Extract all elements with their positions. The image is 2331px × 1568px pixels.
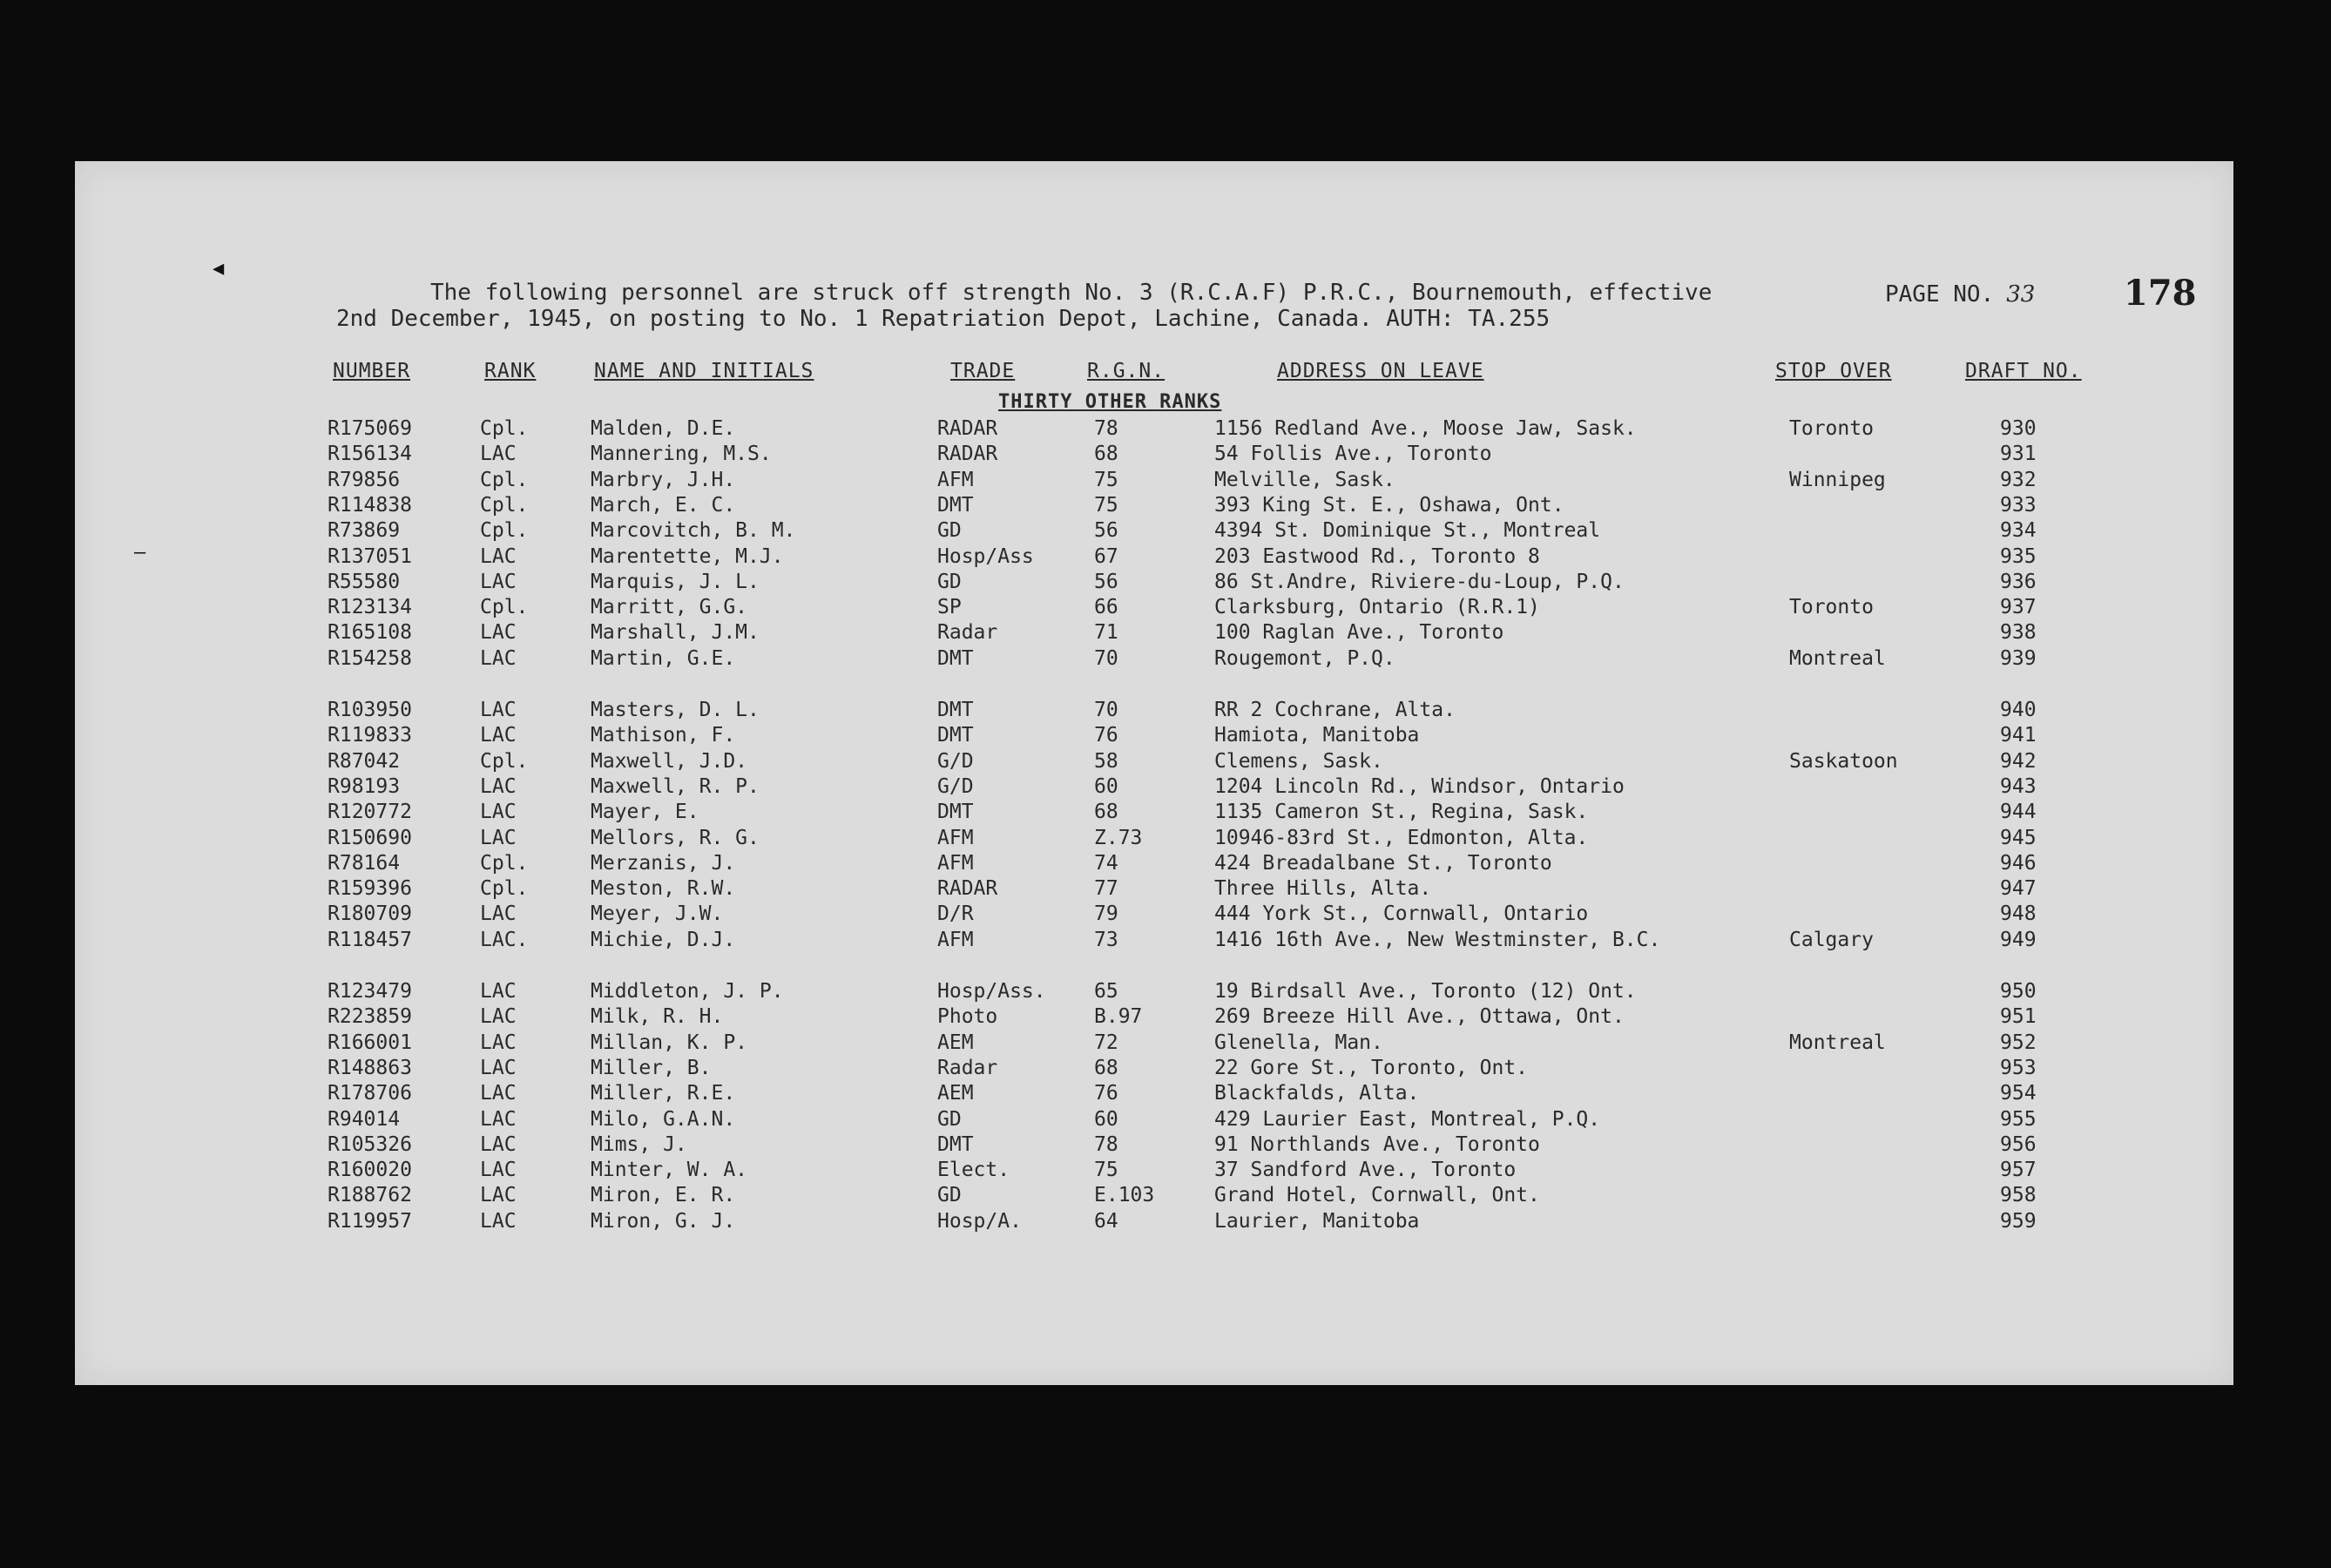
cell-address: 1416 16th Ave., New Westminster, B.C. (1214, 928, 1661, 951)
cell-rank: LAC (480, 1209, 517, 1233)
cell-address: 1156 Redland Ave., Moose Jaw, Sask. (1214, 417, 1637, 440)
cell-draft: 957 (2000, 1159, 2037, 1182)
cell-rank: LAC. (480, 928, 529, 951)
cell-address: 19 Birdsall Ave., Toronto (12) Ont. (1214, 980, 1637, 1003)
cell-number: R79856 (328, 468, 401, 491)
header-line-2: 2nd December, 1945, on posting to No. 1 Repatriation Depot, Lachine, Canada. AUTH: TA.255 (336, 306, 1551, 332)
cell-rank: Cpl. (480, 468, 529, 491)
cell-trade: Hosp/Ass. (937, 980, 1046, 1003)
cell-trade: G/D (937, 749, 974, 773)
cell-address: Blackfalds, Alta. (1214, 1082, 1420, 1105)
table-row (75, 929, 2233, 955)
margin-mark: — (134, 542, 146, 564)
cell-rank: LAC (480, 1132, 517, 1156)
cell-rgn: 66 (1094, 596, 1118, 619)
cell-draft: 933 (2000, 493, 2037, 517)
cell-trade: DMT (937, 724, 974, 747)
table-row (75, 902, 2233, 929)
cell-rgn: 58 (1094, 749, 1118, 773)
cell-rank: LAC (480, 443, 517, 466)
cell-number: R78164 (328, 851, 401, 875)
cell-rgn: 68 (1094, 443, 1118, 466)
cell-rank: LAC (480, 646, 517, 670)
table-row (75, 1082, 2233, 1108)
cell-rgn: 67 (1094, 544, 1118, 568)
cell-address: Grand Hotel, Cornwall, Ont. (1214, 1184, 1540, 1207)
cell-rank: LAC (480, 699, 517, 721)
cell-trade: Hosp/Ass (937, 544, 1034, 568)
cell-rank: LAC (480, 826, 517, 849)
cell-draft: 947 (2000, 877, 2037, 901)
cell-address: 269 Breeze Hill Ave., Ottawa, Ont. (1214, 1005, 1625, 1029)
cell-name: Milo, G.A.N. (591, 1107, 736, 1131)
table-row (75, 647, 2233, 673)
cell-trade: GD (937, 519, 962, 543)
cell-rgn: 64 (1094, 1209, 1118, 1233)
cell-address: RR 2 Cochrane, Alta. (1214, 699, 1456, 721)
cell-rgn: 70 (1094, 646, 1118, 670)
table-row (75, 750, 2233, 776)
cell-draft: 944 (2000, 801, 2037, 824)
cell-draft: 937 (2000, 596, 2037, 619)
table-row (75, 443, 2233, 469)
cell-trade: DMT (937, 801, 974, 824)
cell-address: Laurier, Manitoba (1214, 1209, 1420, 1233)
table-row (75, 852, 2233, 878)
cell-number: R123479 (328, 980, 412, 1003)
cell-address: 37 Sandford Ave., Toronto (1214, 1159, 1517, 1182)
cell-name: Maxwell, R. P. (591, 774, 760, 798)
table-row (75, 1133, 2233, 1159)
cell-trade: AEM (937, 1031, 974, 1054)
cell-name: Miron, E. R. (591, 1184, 736, 1207)
cell-number: R87042 (328, 749, 401, 773)
cell-draft: 946 (2000, 851, 2037, 875)
cell-draft: 948 (2000, 902, 2037, 926)
table-row (75, 1108, 2233, 1134)
cell-draft: 931 (2000, 443, 2037, 466)
cell-draft: 935 (2000, 544, 2037, 568)
cell-trade: AFM (937, 468, 974, 491)
cell-draft: 956 (2000, 1132, 2037, 1156)
cell-trade: RADAR (937, 417, 998, 440)
cell-rgn: B.97 (1094, 1005, 1143, 1029)
cell-name: Mims, J. (591, 1132, 687, 1156)
cell-rgn: 75 (1094, 1159, 1118, 1182)
cell-name: Marcovitch, B. M. (591, 519, 796, 543)
table-row (75, 801, 2233, 827)
table-row (75, 1210, 2233, 1236)
cell-rank: LAC (480, 621, 517, 645)
cell-stop: Winnipeg (1789, 468, 1886, 491)
cell-name: Mathison, F. (591, 724, 736, 747)
table-row (75, 1031, 2233, 1058)
cell-stop: Calgary (1789, 928, 1874, 951)
cell-name: Maxwell, J.D. (591, 749, 748, 773)
cell-name: Marritt, G.G. (591, 596, 748, 619)
cell-number: R55580 (328, 570, 401, 593)
cell-address: 393 King St. E., Oshawa, Ont. (1214, 493, 1564, 517)
column-header-draft: DRAFT NO. (1965, 360, 2082, 382)
cell-name: Milk, R. H. (591, 1005, 724, 1029)
column-header-stop-over: STOP OVER (1775, 360, 1892, 382)
cell-rank: Cpl. (480, 851, 529, 875)
cell-name: Miller, B. (591, 1056, 712, 1079)
cell-rank: LAC (480, 1184, 517, 1207)
cell-number: R120772 (328, 801, 412, 824)
cell-name: Marentette, M.J. (591, 544, 784, 568)
cell-trade: AFM (937, 826, 974, 849)
cell-rank: LAC (480, 1056, 517, 1079)
table-row (75, 980, 2233, 1006)
cell-address: 91 Northlands Ave., Toronto (1214, 1132, 1540, 1156)
cell-draft: 955 (2000, 1107, 2037, 1131)
cell-name: Malden, D.E. (591, 417, 736, 440)
table-row (75, 519, 2233, 545)
cell-trade: Radar (937, 621, 998, 645)
cell-name: Meston, R.W. (591, 877, 736, 901)
cell-address: 1204 Lincoln Rd., Windsor, Ontario (1214, 774, 1625, 798)
cell-trade: Hosp/A. (937, 1209, 1022, 1233)
cell-number: R103950 (328, 699, 412, 721)
cell-number: R180709 (328, 902, 412, 926)
cell-rgn: 73 (1094, 928, 1118, 951)
cell-rgn: 74 (1094, 851, 1118, 875)
table-row (75, 545, 2233, 571)
column-header-rgn: R.G.N. (1087, 360, 1166, 382)
header-line-1: The following personnel are struck off strength No. 3 (R.C.A.F) P.R.C., Bournemouth, effective (430, 280, 1713, 306)
cell-address: 1135 Cameron St., Regina, Sask. (1214, 801, 1589, 824)
cell-draft: 952 (2000, 1031, 2037, 1054)
cell-rgn: 60 (1094, 774, 1118, 798)
cell-rgn: Z.73 (1094, 826, 1143, 849)
cell-rank: Cpl. (480, 877, 529, 901)
cell-rgn: 68 (1094, 1056, 1118, 1079)
cell-rank: LAC (480, 774, 517, 798)
cell-draft: 941 (2000, 724, 2037, 747)
cell-trade: GD (937, 1107, 962, 1131)
cell-rank: Cpl. (480, 519, 529, 543)
table-row (75, 494, 2233, 520)
cell-number: R119957 (328, 1209, 412, 1233)
cell-draft: 934 (2000, 519, 2037, 543)
page-number-block (1885, 281, 2035, 308)
cell-name: Miller, R.E. (591, 1082, 736, 1105)
cell-number: R98193 (328, 774, 401, 798)
table-row (75, 1057, 2233, 1083)
cell-trade: RADAR (937, 443, 998, 466)
cell-draft: 950 (2000, 980, 2037, 1003)
cell-draft: 940 (2000, 699, 2037, 721)
cell-trade: GD (937, 1184, 962, 1207)
cell-trade: DMT (937, 699, 974, 721)
cell-number: R156134 (328, 443, 412, 466)
table-row (75, 1005, 2233, 1031)
cell-rank: LAC (480, 1005, 517, 1029)
cell-rgn: 56 (1094, 570, 1118, 593)
cell-draft: 959 (2000, 1209, 2037, 1233)
cell-stop: Montreal (1789, 1031, 1886, 1054)
cell-name: Merzanis, J. (591, 851, 736, 875)
cell-number: R73869 (328, 519, 401, 543)
cell-rgn: 72 (1094, 1031, 1118, 1054)
cell-draft: 949 (2000, 928, 2037, 951)
cell-number: R223859 (328, 1005, 412, 1029)
cell-draft: 945 (2000, 826, 2037, 849)
cell-name: March, E. C. (591, 493, 736, 517)
cell-rgn: 70 (1094, 699, 1118, 721)
cell-draft: 953 (2000, 1056, 2037, 1079)
cell-address: 86 St.Andre, Riviere-du-Loup, P.Q. (1214, 570, 1625, 593)
cell-rank: LAC (480, 902, 517, 926)
cell-number: R94014 (328, 1107, 401, 1131)
cell-rank: LAC (480, 544, 517, 568)
cell-trade: DMT (937, 646, 974, 670)
page-label: PAGE NO. (1885, 281, 1995, 308)
cell-name: Mellors, R. G. (591, 826, 760, 849)
cell-rgn: 71 (1094, 621, 1118, 645)
table-row (75, 417, 2233, 443)
cell-stop: Toronto (1789, 596, 1874, 619)
cell-address: 10946-83rd St., Edmonton, Alta. (1214, 826, 1589, 849)
cell-trade: DMT (937, 493, 974, 517)
cell-number: R119833 (328, 724, 412, 747)
cell-stop: Montreal (1789, 646, 1886, 670)
cell-draft: 951 (2000, 1005, 2037, 1029)
cell-trade: Radar (937, 1056, 998, 1079)
cell-rgn: 60 (1094, 1107, 1118, 1131)
cell-number: R123134 (328, 596, 412, 619)
cell-trade: SP (937, 596, 962, 619)
cell-number: R175069 (328, 417, 412, 440)
cell-draft: 942 (2000, 749, 2037, 773)
cell-rgn: 75 (1094, 493, 1118, 517)
cell-address: 54 Follis Ave., Toronto (1214, 443, 1492, 466)
cell-rank: LAC (480, 570, 517, 593)
cell-address: Melville, Sask. (1214, 468, 1395, 491)
cell-trade: GD (937, 570, 962, 593)
cell-draft: 954 (2000, 1082, 2037, 1105)
cell-rank: LAC (480, 1031, 517, 1054)
cell-address: 203 Eastwood Rd., Toronto 8 (1214, 544, 1540, 568)
cell-rank: LAC (480, 724, 517, 747)
cell-address: 4394 St. Dominique St., Montreal (1214, 519, 1601, 543)
cell-number: R159396 (328, 877, 412, 901)
cell-stop: Saskatoon (1789, 749, 1898, 773)
cell-address: 424 Breadalbane St., Toronto (1214, 851, 1552, 875)
cell-address: Three Hills, Alta. (1214, 877, 1432, 901)
cell-address: 444 York St., Cornwall, Ontario (1214, 902, 1589, 926)
cell-rgn: 76 (1094, 724, 1118, 747)
table-row (75, 596, 2233, 622)
cell-number: R148863 (328, 1056, 412, 1079)
cell-draft: 938 (2000, 621, 2037, 645)
cell-number: R188762 (328, 1184, 412, 1207)
cell-name: Middleton, J. P. (591, 980, 784, 1003)
cell-draft: 930 (2000, 417, 2037, 440)
cell-address: Rougemont, P.Q. (1214, 646, 1395, 670)
cell-stop: Toronto (1789, 417, 1874, 440)
cell-rgn: 68 (1094, 801, 1118, 824)
document-sheet (75, 161, 2233, 1385)
table-row (75, 775, 2233, 801)
cell-rank: LAC (480, 1082, 517, 1105)
cell-trade: Elect. (937, 1159, 1010, 1182)
cell-rank: Cpl. (480, 596, 529, 619)
cell-address: Hamiota, Manitoba (1214, 724, 1420, 747)
margin-mark: ◀ (213, 258, 225, 280)
cell-trade: AFM (937, 851, 974, 875)
cell-number: R150690 (328, 826, 412, 849)
table-row (75, 724, 2233, 750)
cell-address: 429 Laurier East, Montreal, P.Q. (1214, 1107, 1601, 1131)
cell-draft: 958 (2000, 1184, 2037, 1207)
column-header-name: NAME AND INITIALS (594, 360, 814, 382)
column-header-rank: RANK (484, 360, 537, 382)
cell-number: R154258 (328, 646, 412, 670)
cell-trade: D/R (937, 902, 974, 926)
cell-trade: G/D (937, 774, 974, 798)
cell-name: Minter, W. A. (591, 1159, 748, 1182)
table-row (75, 469, 2233, 495)
cell-number: R118457 (328, 928, 412, 951)
cell-rgn: 78 (1094, 417, 1118, 440)
cell-rgn: 76 (1094, 1082, 1118, 1105)
cell-rgn: 78 (1094, 1132, 1118, 1156)
cell-rgn: 77 (1094, 877, 1118, 901)
cell-rgn: 65 (1094, 980, 1118, 1003)
column-header-number: NUMBER (333, 360, 411, 382)
cell-rank: LAC (480, 980, 517, 1003)
cell-draft: 936 (2000, 570, 2037, 593)
page-number: 33 (2006, 281, 2036, 308)
cell-trade: AFM (937, 928, 974, 951)
cell-address: Clemens, Sask. (1214, 749, 1383, 773)
cell-rgn: 79 (1094, 902, 1118, 926)
cell-number: R105326 (328, 1132, 412, 1156)
cell-rgn: 56 (1094, 519, 1118, 543)
table-row (75, 877, 2233, 903)
cell-trade: AEM (937, 1082, 974, 1105)
cell-rank: LAC (480, 801, 517, 824)
cell-name: Mannering, M.S. (591, 443, 772, 466)
cell-trade: DMT (937, 1132, 974, 1156)
cell-trade: RADAR (937, 877, 998, 901)
cell-address: 100 Raglan Ave., Toronto (1214, 621, 1504, 645)
cell-name: Masters, D. L. (591, 699, 760, 721)
table-row (75, 699, 2233, 725)
cell-address: Clarksburg, Ontario (R.R.1) (1214, 596, 1540, 619)
cell-address: 22 Gore St., Toronto, Ont. (1214, 1056, 1529, 1079)
stamp-number: 178 (2124, 273, 2197, 314)
cell-name: Martin, G.E. (591, 646, 736, 670)
table-row (75, 1159, 2233, 1185)
cell-address: Glenella, Man. (1214, 1031, 1383, 1054)
cell-name: Millan, K. P. (591, 1031, 748, 1054)
cell-number: R178706 (328, 1082, 412, 1105)
table-row (75, 621, 2233, 647)
cell-name: Miron, G. J. (591, 1209, 736, 1233)
cell-rank: Cpl. (480, 749, 529, 773)
cell-rank: Cpl. (480, 493, 529, 517)
cell-number: R160020 (328, 1159, 412, 1182)
cell-rgn: 75 (1094, 468, 1118, 491)
cell-name: Marquis, J. L. (591, 570, 760, 593)
cell-name: Marbry, J.H. (591, 468, 736, 491)
cell-number: R166001 (328, 1031, 412, 1054)
table-row (75, 1184, 2233, 1210)
cell-number: R114838 (328, 493, 412, 517)
cell-draft: 932 (2000, 468, 2037, 491)
column-header-trade: TRADE (950, 360, 1016, 382)
cell-name: Meyer, J.W. (591, 902, 724, 926)
column-header-address: ADDRESS ON LEAVE (1277, 360, 1484, 382)
cell-draft: 939 (2000, 646, 2037, 670)
cell-name: Michie, D.J. (591, 928, 736, 951)
subheading: THIRTY OTHER RANKS (998, 391, 1222, 413)
cell-rank: Cpl. (480, 417, 529, 440)
cell-rank: LAC (480, 1159, 517, 1182)
cell-number: R165108 (328, 621, 412, 645)
cell-rgn: E.103 (1094, 1184, 1155, 1207)
cell-rank: LAC (480, 1107, 517, 1131)
cell-draft: 943 (2000, 774, 2037, 798)
table-row (75, 827, 2233, 853)
cell-name: Mayer, E. (591, 801, 699, 824)
cell-trade: Photo (937, 1005, 998, 1029)
table-row (75, 571, 2233, 597)
cell-number: R137051 (328, 544, 412, 568)
cell-name: Marshall, J.M. (591, 621, 760, 645)
